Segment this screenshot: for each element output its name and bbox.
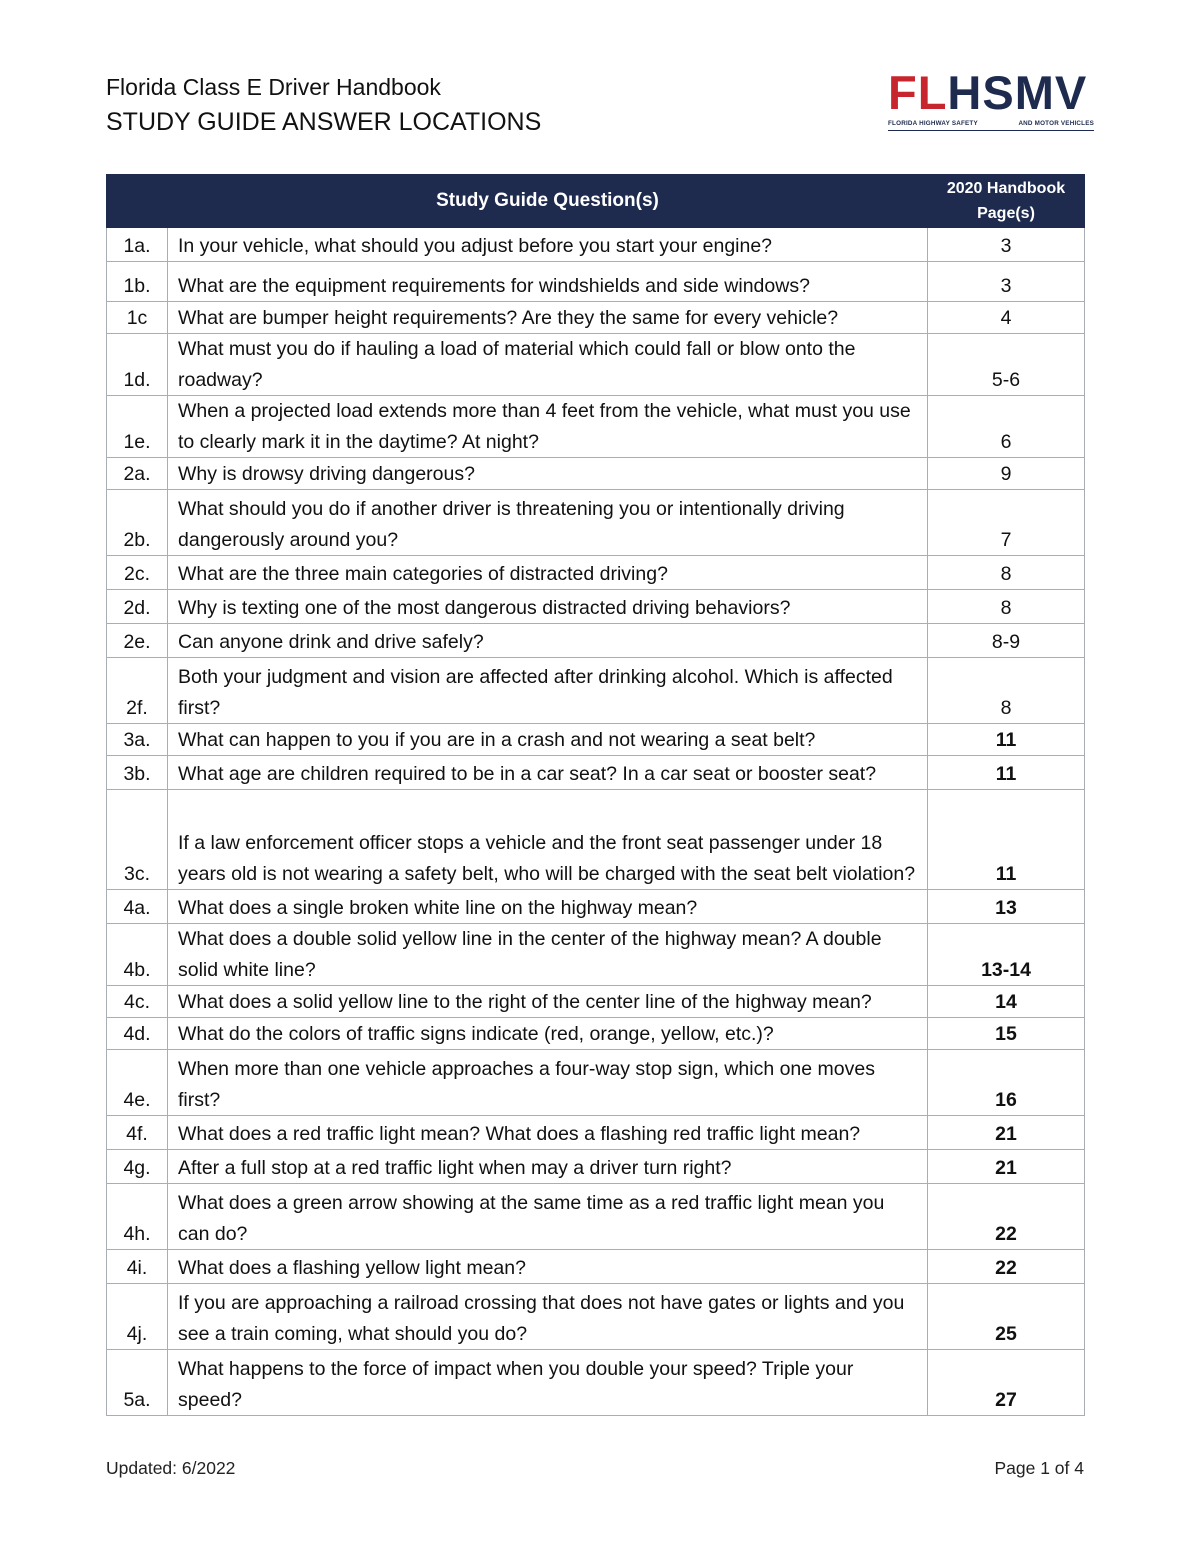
logo-rule (888, 130, 1094, 131)
question-text: What does a red traffic light mean? What does a flashing red traffic light mean? (168, 1116, 928, 1150)
question-number: 4f. (107, 1116, 168, 1150)
question-number: 2c. (107, 556, 168, 590)
question-text: Both your judgment and vision are affected after drinking alcohol. Which is affected first? (168, 658, 928, 724)
handbook-pages: 6 (928, 396, 1085, 458)
question-text: In your vehicle, what should you adjust before you start your engine? (168, 228, 928, 262)
handbook-pages: 11 (928, 756, 1085, 790)
table-row (107, 1184, 1085, 1250)
question-text: If you are approaching a railroad crossing that does not have gates or lights and you see a train coming, what should you do? (168, 1284, 928, 1350)
question-text: Why is drowsy driving dangerous? (168, 458, 928, 490)
table-row (107, 396, 1085, 458)
table-row (107, 1250, 1085, 1284)
question-text: Why is texting one of the most dangerous distracted driving behaviors? (168, 590, 928, 624)
question-text: What are the equipment requirements for windshields and side windows? (168, 262, 928, 302)
question-number: 4c. (107, 986, 168, 1018)
table-row (107, 228, 1085, 262)
table-row (107, 1350, 1085, 1416)
header-question: Study Guide Question(s) (168, 175, 928, 228)
table-row (107, 790, 1085, 890)
table-row (107, 658, 1085, 724)
question-text: What do the colors of traffic signs indicate (red, orange, yellow, etc.)? (168, 1018, 928, 1050)
table-row (107, 1018, 1085, 1050)
handbook-pages: 8 (928, 658, 1085, 724)
handbook-pages: 13-14 (928, 924, 1085, 986)
question-text: What does a green arrow showing at the same time as a red traffic light mean you can do? (168, 1184, 928, 1250)
question-text: Can anyone drink and drive safely? (168, 624, 928, 658)
handbook-pages: 11 (928, 790, 1085, 890)
question-text: What does a flashing yellow light mean? (168, 1250, 928, 1284)
handbook-pages: 9 (928, 458, 1085, 490)
footer-page-number: Page 1 of 4 (994, 1458, 1084, 1478)
handbook-pages: 25 (928, 1284, 1085, 1350)
table-row (107, 1150, 1085, 1184)
handbook-pages: 22 (928, 1184, 1085, 1250)
table-header-row (107, 175, 1085, 228)
question-text: When more than one vehicle approaches a four-way stop sign, which one moves first? (168, 1050, 928, 1116)
question-number: 4g. (107, 1150, 168, 1184)
handbook-pages: 8 (928, 556, 1085, 590)
handbook-pages: 11 (928, 724, 1085, 756)
handbook-pages: 27 (928, 1350, 1085, 1416)
document-title: Florida Class E Driver Handbook (106, 74, 441, 100)
table-row (107, 724, 1085, 756)
header-pages-line2: Page(s) (977, 205, 1035, 222)
table-row (107, 590, 1085, 624)
handbook-pages: 3 (928, 262, 1085, 302)
flhsmv-logo (888, 68, 1094, 140)
footer-updated: Updated: 6/2022 (106, 1458, 236, 1478)
question-number: 5a. (107, 1350, 168, 1416)
handbook-pages: 21 (928, 1150, 1085, 1184)
question-text: What can happen to you if you are in a crash and not wearing a seat belt? (168, 724, 928, 756)
table-row (107, 302, 1085, 334)
question-text: When a projected load extends more than 4 feet from the vehicle, what must you use to clearly mark it in the daytime? At night? (168, 396, 928, 458)
table-row (107, 890, 1085, 924)
question-number: 4e. (107, 1050, 168, 1116)
table-row (107, 624, 1085, 658)
question-number: 2b. (107, 490, 168, 556)
question-number: 4h. (107, 1184, 168, 1250)
logo-wordmark-navy: HSMV (947, 66, 1088, 119)
logo-tagline-left: FLORIDA HIGHWAY SAFETY (888, 120, 978, 127)
handbook-pages: 8 (928, 590, 1085, 624)
question-number: 2f. (107, 658, 168, 724)
question-number: 2e. (107, 624, 168, 658)
question-number: 2d. (107, 590, 168, 624)
question-number: 1d. (107, 334, 168, 396)
handbook-pages: 5-6 (928, 334, 1085, 396)
logo-tagline-right: AND MOTOR VEHICLES (1018, 120, 1094, 127)
handbook-pages: 4 (928, 302, 1085, 334)
question-text: If a law enforcement officer stops a vehicle and the front seat passenger under 18 years old is not wearing a safety belt, who will be charged with the seat belt violation? (168, 790, 928, 890)
table-row (107, 458, 1085, 490)
question-number: 1b. (107, 262, 168, 302)
question-number: 1a. (107, 228, 168, 262)
header-pages (928, 175, 1085, 228)
question-text: What does a solid yellow line to the right of the center line of the highway mean? (168, 986, 928, 1018)
question-text: What are bumper height requirements? Are they the same for every vehicle? (168, 302, 928, 334)
question-text: What must you do if hauling a load of material which could fall or blow onto the roadway? (168, 334, 928, 396)
question-text: After a full stop at a red traffic light when may a driver turn right? (168, 1150, 928, 1184)
handbook-pages: 8-9 (928, 624, 1085, 658)
table-row (107, 1050, 1085, 1116)
question-number: 4i. (107, 1250, 168, 1284)
question-text: What should you do if another driver is threatening you or intentionally driving dangerously around you? (168, 490, 928, 556)
header-pages-line1: 2020 Handbook (946, 180, 1066, 197)
study-guide-table (106, 174, 1085, 1416)
question-number: 3b. (107, 756, 168, 790)
table-row (107, 756, 1085, 790)
logo-tagline (888, 120, 1094, 127)
question-number: 4b. (107, 924, 168, 986)
question-text: What happens to the force of impact when you double your speed? Triple your speed? (168, 1350, 928, 1416)
handbook-pages: 7 (928, 490, 1085, 556)
table-row (107, 556, 1085, 590)
question-number: 4a. (107, 890, 168, 924)
handbook-pages: 15 (928, 1018, 1085, 1050)
table-row (107, 490, 1085, 556)
question-text: What are the three main categories of distracted driving? (168, 556, 928, 590)
handbook-pages: 14 (928, 986, 1085, 1018)
question-number: 1c (107, 302, 168, 334)
document-header (106, 72, 541, 140)
table-row (107, 262, 1085, 302)
logo-wordmark (888, 68, 1094, 118)
handbook-pages: 21 (928, 1116, 1085, 1150)
question-number: 3a. (107, 724, 168, 756)
logo-wordmark-red: FL (888, 66, 948, 119)
handbook-pages: 3 (928, 228, 1085, 262)
table-row (107, 1284, 1085, 1350)
handbook-pages: 22 (928, 1250, 1085, 1284)
question-number: 4d. (107, 1018, 168, 1050)
header-number-cell (107, 175, 168, 228)
question-number: 2a. (107, 458, 168, 490)
question-number: 4j. (107, 1284, 168, 1350)
question-text: What does a double solid yellow line in the center of the highway mean? A double solid white line? (168, 924, 928, 986)
question-number: 3c. (107, 790, 168, 890)
table-row (107, 986, 1085, 1018)
table-row (107, 924, 1085, 986)
table-row (107, 1116, 1085, 1150)
question-number: 1e. (107, 396, 168, 458)
question-text: What age are children required to be in a car seat? In a car seat or booster seat? (168, 756, 928, 790)
question-text: What does a single broken white line on the highway mean? (168, 890, 928, 924)
table-row (107, 334, 1085, 396)
handbook-pages: 16 (928, 1050, 1085, 1116)
document-subtitle: STUDY GUIDE ANSWER LOCATIONS (106, 108, 542, 136)
handbook-pages: 13 (928, 890, 1085, 924)
